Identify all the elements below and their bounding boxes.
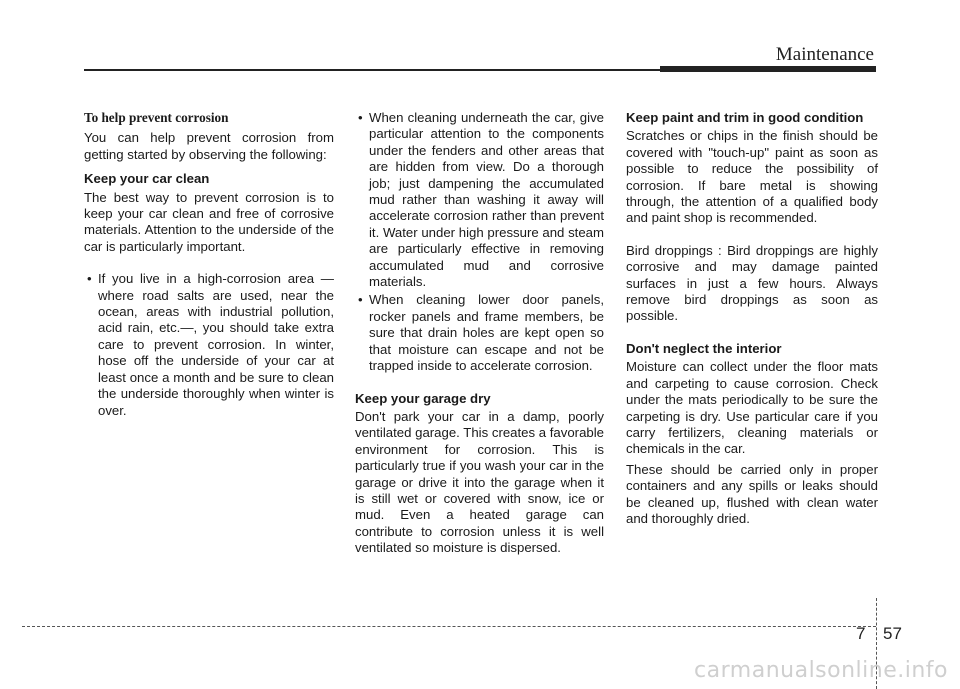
header-bar [660, 66, 876, 72]
interior-paragraph: Moisture can collect under the floor mats and carpeting to cause corrosion. Check under the mats periodically to be sure the carpeting is dry. Use particular care if you carry fertilizers, cleaning materials or chemicals in the car. [626, 359, 878, 457]
column-left [84, 110, 334, 427]
heading-paint-trim: Keep paint and trim in good condition [626, 110, 864, 125]
bird-droppings-paragraph: Bird droppings : Bird droppings are highly corrosive and may damage painted surfaces in just a few hours. Always remove bird droppings as soon as possible. [626, 242, 878, 324]
section-title: To help prevent corrosion [84, 110, 229, 125]
watermark: carmanualsonline.info [694, 658, 948, 683]
bullet-list-left [84, 271, 334, 419]
heading-interior: Don't neglect the interior [626, 340, 782, 356]
header-title: Maintenance [775, 44, 874, 65]
bullet-item: • When cleaning underneath the car, give particular attention to the components under the fenders and other areas that are hidden from view. Do a thorough job; just dampening the accumulated mud rather than washing it away will accelerate corrosion rather than prevent it. Water under high pressure and steam are particularly effective in removing accumulated mud and corrosive materials. [355, 110, 604, 290]
column-middle [355, 110, 604, 565]
column-right [626, 110, 878, 535]
header-rule [84, 69, 660, 71]
bullet-list-middle [355, 110, 604, 375]
intro-paragraph: You can help prevent corrosion from getting started by observing the following: [84, 130, 334, 162]
footer-rule [22, 626, 876, 627]
paint-paragraph: Scratches or chips in the finish should be covered with "touch-up" paint as soon as possible to reduce the possibility of corrosion. If bare metal is showing through, the attention of a qualified body and paint shop is recommended. [626, 128, 878, 226]
page-number: 57 [883, 624, 902, 643]
bullet-item: • If you live in a high-corrosion area — where road salts are used, near the ocean, areas with industrial pollution, acid rain, etc.—, you should take extra care to prevent corrosion. In winter, hose off the underside of your car at least once a month and be sure to clean the underside thoroughly when winter is over. [84, 271, 334, 419]
heading-keep-car-clean: Keep your car clean [84, 171, 210, 187]
bullet-item: • When cleaning lower door panels, rocker panels and frame members, be sure that drain holes are kept open so that moisture can escape and not be trapped inside to accelerate corrosion. [355, 292, 604, 374]
heading-keep-garage-dry: Keep your garage dry [355, 390, 491, 406]
clean-paragraph: The best way to prevent corrosion is to keep your car clean and free of corrosive materials. Attention to the underside of the car is particularly important. [84, 189, 334, 254]
chapter-number: 7 [856, 624, 866, 643]
garage-paragraph: Don't park your car in a damp, poorly ventilated garage. This creates a favorable environment for corrosion. This is particularly true if you wash your car in the garage or drive it into the garage when it is still wet or covered with snow, ice or mud. Even a heated garage can contribute to corrosion unless it is well ventilated so moisture is dispersed. [355, 408, 605, 556]
containers-paragraph: These should be carried only in proper containers and any spills or leaks should be cleaned up, flushed with clean water and thoroughly dried. [626, 461, 878, 526]
